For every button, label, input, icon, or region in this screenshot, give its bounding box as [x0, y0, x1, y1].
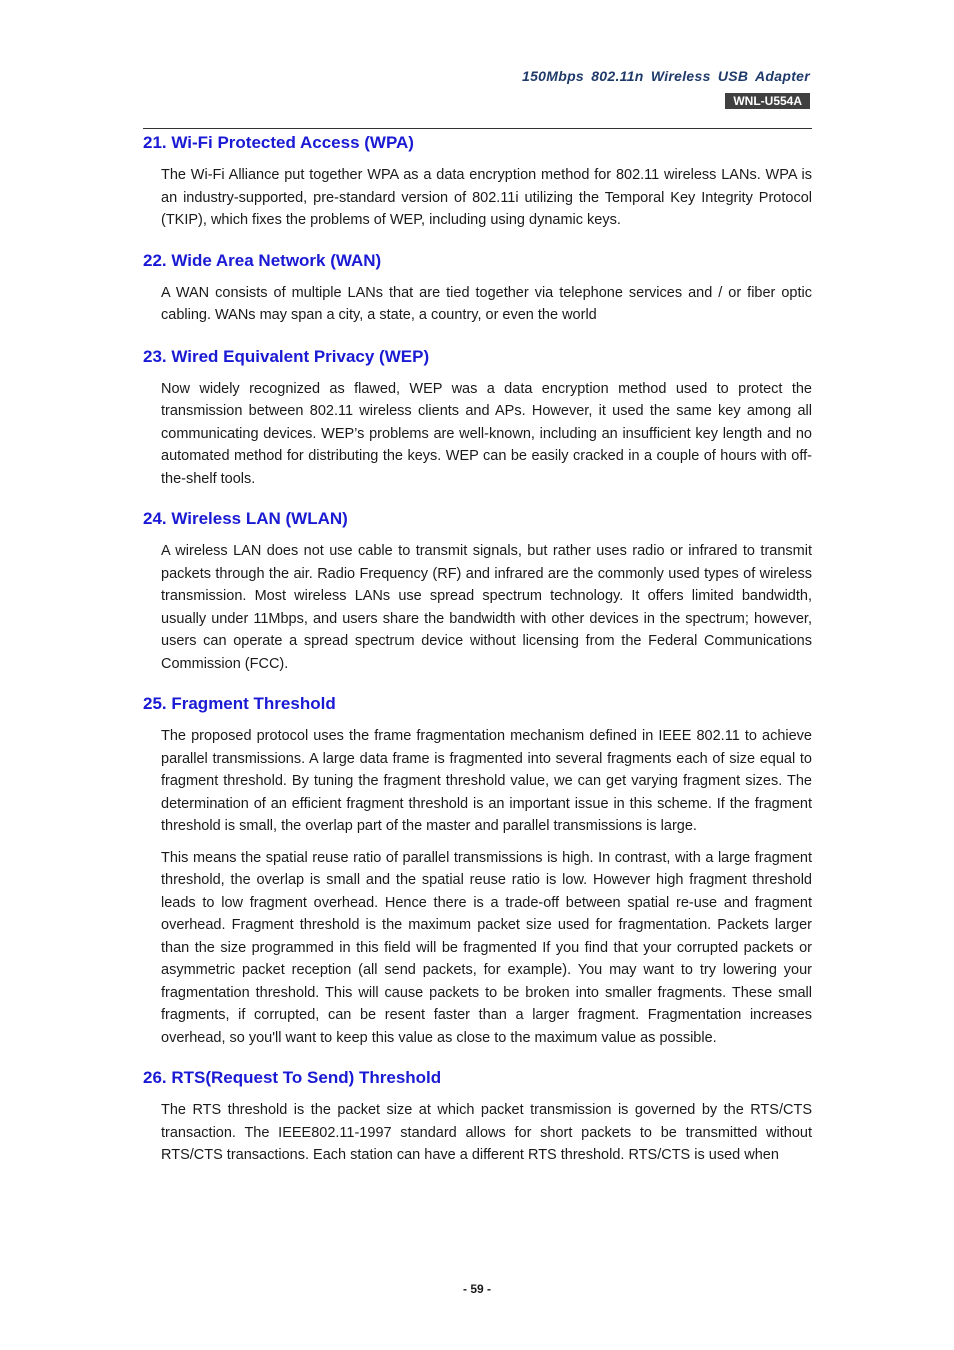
section-wan — [143, 249, 812, 327]
section-paragraph: The Wi-Fi Alliance put together WPA as a data encryption method for 802.11 wireless LANs. WPA is an industry-supported, pre-standard version of 802.11i utilizing the Temporal Key Integrity Protocol (TKIP), which fixes the problems of WEP, including using dynamic keys. — [161, 167, 812, 228]
section-wep — [143, 345, 812, 491]
section-fragment-threshold — [143, 692, 812, 1049]
model-badge: WNL-U554A — [725, 93, 810, 109]
section-heading: 22. Wide Area Network (WAN) — [143, 250, 382, 270]
section-heading: 24. Wireless LAN (WLAN) — [143, 509, 348, 528]
section-wlan — [143, 507, 812, 675]
section-paragraph: The RTS threshold is the packet size at which packet transmission is governed by the RTS/CTS transaction. The IEEE802.11-1997 standard allows for short packets to be transmitted without RTS/CTS transactions. Each station can have a different RTS threshold. RTS/CTS is used when — [161, 1102, 812, 1163]
section-heading: 26. RTS(Request To Send) Threshold — [143, 1068, 442, 1087]
document-body — [143, 128, 812, 1167]
page-header — [143, 66, 812, 129]
section-paragraph: A WAN consists of multiple LANs that are tied together via telephone services and / or fiber optic cabling. WANs may span a city, a state, a country, or even the world — [161, 284, 812, 323]
page-number: - 59 - — [462, 1282, 491, 1296]
section-paragraph: A wireless LAN does not use cable to transmit signals, but rather uses radio or infrared to transmit packets through the air. Radio Frequency (RF) and infrared are the commonly used types of wireless transmission. Most wireless LANs use spread spectrum technology. It offers limited bandwidth, usually under 11Mbps, and users share the bandwidth with other devices in the spectrum; however, users can operate a spread spectrum device without licensing from the Federal Communications Commission (FCC). — [161, 543, 812, 672]
section-wpa — [143, 131, 812, 232]
section-paragraph: Now widely recognized as flawed, WEP was a data encryption method used to protect the transmission between 802.11 wireless clients and APs. However, it used the same key among all communicating devices. WEP’s problems are well-known, including an insufficient key length and no automated method for distributing the keys. WEP can be easily cracked in a couple of hours with off-the-shelf tools. — [161, 380, 812, 487]
section-heading: 21. Wi-Fi Protected Access (WPA) — [143, 133, 414, 152]
section-rts-threshold — [143, 1066, 812, 1167]
section-paragraph: The proposed protocol uses the frame fragmentation mechanism defined in IEEE 802.11 to achieve parallel transmissions. A large data frame is fragmented into several fragments each of size equal to fragment threshold. By tuning the fragment threshold value, we can get varying fragment sizes. The determination of an efficient fragment threshold is an important issue in this scheme. If the fragment threshold is small, the overlap part of the master and parallel transmissions is large. — [161, 728, 812, 834]
product-title: 150Mbps 802.11n Wireless USB Adapter — [522, 68, 810, 84]
section-heading: 23. Wired Equivalent Privacy (WEP) — [143, 346, 430, 366]
section-heading: 25. Fragment Threshold — [143, 694, 336, 713]
section-paragraph: This means the spatial reuse ratio of parallel transmissions is high. In contrast, with a large fragment threshold, the overlap is small and the spatial reuse ratio is low. However high fragment threshold leads to low fragment overhead. Hence there is a trade-off between spatial re-use and fragment overhead. Fragment threshold is the maximum packet size used for fragmentation. Packets larger than the size programmed in this field will be fragmented If you find that your corrupted packets or asymmetric packet reception (all send packets, for example). You may want to try lowering your fragmentation threshold. This will cause packets to be broken into smaller fragments. These small fragments, if corrupted, can be resent faster than a larger fragment. Fragmentation increases overhead, so you'll want to keep this value as close to the maximum value as possible. — [161, 849, 812, 1046]
